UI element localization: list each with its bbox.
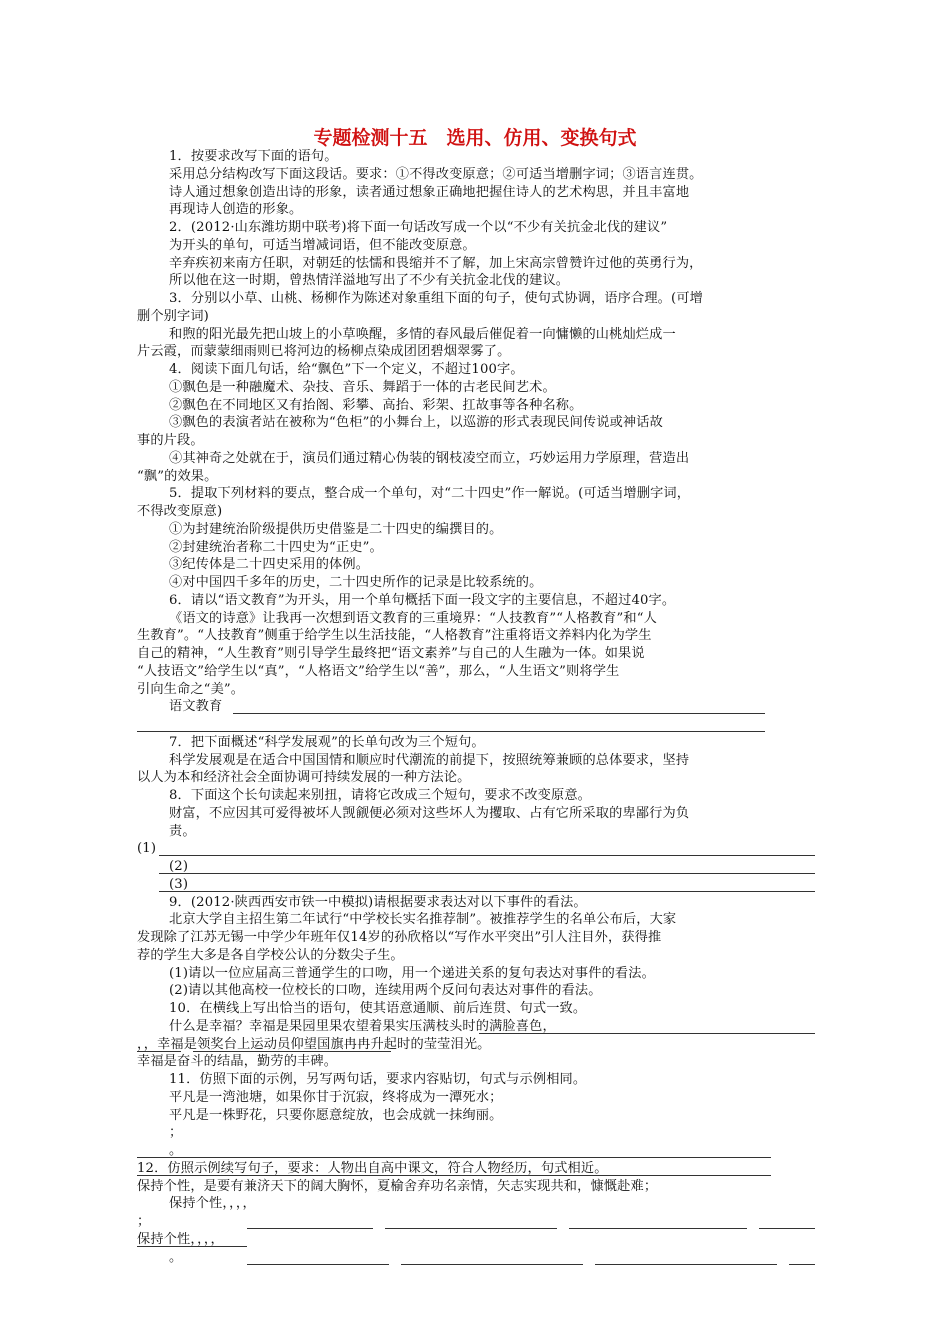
text-line: 生教育”。“人技教育”侧重于给学生以生活技能，“人格教育”注重将语文养料内化为学生 xyxy=(137,628,652,644)
text-line: ； xyxy=(169,1125,183,1141)
answer-blank-line[interactable] xyxy=(159,891,815,892)
text-line: ①为封建统治阶级提供历史借鉴是二十四史的编撰目的。 xyxy=(169,521,503,537)
answer-blank-line[interactable] xyxy=(159,855,815,856)
text-line: 保持个性，，，， xyxy=(169,1196,256,1212)
text-line: 保持个性，是要有兼济天下的阔大胸怀，夏榆舍弃功名亲情，矢志实现共和，慷慨赴难； xyxy=(137,1178,658,1194)
text-line: ④对中国四千多年的历史，二十四史所作的记录是比较系统的。 xyxy=(169,575,543,590)
text-line: ②封建统治者称二十四史为“正史”。 xyxy=(169,539,383,555)
text-line: 片云霞，而蒙蒙细雨则已将河边的杨柳点染成团团碧烟翠雾了。 xyxy=(137,344,511,360)
answer-blank-line[interactable] xyxy=(159,873,815,874)
text-line: 7．把下面概述“科学发展观”的长单句改为三个短句。 xyxy=(169,734,485,750)
text-line: ②飘色在不同地区又有抬阁、彩攀、高抬、彩架、扛故事等各种名称。 xyxy=(169,397,583,413)
text-line: 荐的学生大多是各自学校公认的分数尖子生。 xyxy=(137,947,404,963)
answer-blank-line[interactable] xyxy=(247,1228,373,1229)
text-line: 语文教育 xyxy=(137,698,815,716)
answer-blank-line[interactable] xyxy=(137,1051,181,1052)
page-title: 专题检测十五 选用、仿用、变换句式 xyxy=(313,127,637,149)
text-line: 不得改变原意) xyxy=(137,504,223,519)
answer-blank-line[interactable] xyxy=(137,1157,771,1158)
text-line: 删个别字词) xyxy=(137,308,209,324)
answer-blank-line[interactable] xyxy=(385,1228,557,1229)
text-line: 引向生命之“美”。 xyxy=(137,681,245,697)
text-line: 所以他在这一时期，曾热情洋溢地写出了不少有关抗金北伐的建议。 xyxy=(169,273,570,289)
text-line: 。 xyxy=(137,1249,815,1267)
text-line: 平凡是一株野花，只要你愿意绽放，也会成就一抹绚丽。 xyxy=(169,1107,503,1123)
answer-blank-line[interactable] xyxy=(401,1264,583,1265)
answer-blank-line[interactable] xyxy=(137,1246,247,1247)
text-line: 12．仿照示例续写句子，要求：人物出自高中课文，符合人物经历，句式相近。 xyxy=(137,1160,815,1178)
text-line: 责。 xyxy=(169,823,196,839)
text-line: 10．在横线上写出恰当的语句，使其语意通顺、前后连贯、句式一致。 xyxy=(169,1001,587,1016)
text-line: 科学发展观是在适合中国国情和顺应时代潮流的前提下，按照统筹兼顾的总体要求，坚持 xyxy=(169,752,690,768)
text-line: “人技语文”给学生以“真”，“人格语文”给学生以“善”，那么，“人生语文”则将学生 xyxy=(137,663,620,679)
text-line: 平凡是一湾池塘，如果你甘于沉寂，终将成为一潭死水； xyxy=(169,1089,503,1105)
text-line: 和煦的阳光最先把山坡上的小草唤醒，多情的春风最后催促着一向慵懒的山桃灿烂成一 xyxy=(169,326,676,342)
text-line: 财富，不应因其可爱得被坏人觊觎便必须对这些坏人为攫取、占有它所采取的卑鄙行为负 xyxy=(169,805,690,821)
text-line: 以人为本和经济社会全面协调可持续发展的一种方法论。 xyxy=(137,770,471,786)
text-line: 。 xyxy=(137,1142,815,1160)
text-line: 北京大学自主招生第二年试行“中学校长实名推荐制”。被推荐学生的名单公布后，大家 xyxy=(169,912,677,928)
answer-blank-line[interactable] xyxy=(137,731,765,732)
text-line: 采用总分结构改写下面这段话。要求：①不得改变原意；②可适当增删字词；③语言连贯。 xyxy=(169,166,703,182)
text-line: 为开头的单句，可适当增减词语，但不能改变原意。 xyxy=(169,237,476,253)
text-line: (2)请以其他高校一位校长的口吻，连续用两个反问句表达对事件的看法。 xyxy=(169,983,602,999)
text-line: ③纪传体是二十四史采用的体例。 xyxy=(169,557,370,573)
text-line: 1．按要求改写下面的语句。 xyxy=(169,149,338,164)
text-line: ④其神奇之处就在于，演员们通过精心伪装的钢枝凌空而立，巧妙运用力学原理，营造出 xyxy=(169,450,690,466)
text-line: ③飘色的表演者站在被称为“色柜”的小舞台上，以巡游的形式表现民间传说或神话故 xyxy=(169,415,663,431)
text-line: (3) xyxy=(137,876,815,894)
text-line: (2) xyxy=(137,858,815,876)
text-line: 《语文的诗意》让我再一次想到语文教育的三重境界：“人技教育”“人格教育”和“人 xyxy=(169,610,657,626)
text-line: 自己的精神，“人生教育”则引导学生最终把“语文素养”与自己的人生融为一体。如果说 xyxy=(137,646,645,661)
answer-blank-line[interactable] xyxy=(569,1228,747,1229)
answer-blank-line[interactable] xyxy=(233,713,765,714)
answer-blank-line[interactable] xyxy=(137,1175,771,1176)
text-line: 幸福是奋斗的结晶，勤劳的丰碑。 xyxy=(137,1054,338,1070)
text-line: 事的片段。 xyxy=(137,433,204,448)
text-line: (1) xyxy=(137,840,815,858)
text-line: 4．阅读下面几句话，给“飘色”下一个定义，不超过100字。 xyxy=(169,362,524,377)
answer-blank-line[interactable] xyxy=(193,1051,391,1052)
text-line: 什么是幸福？幸福是果园里果农望着果实压满枝头时的满脸喜色， xyxy=(137,1018,815,1036)
text-line: 8．下面这个长句读起来别扭，请将它改成三个短句，要求不改变原意。 xyxy=(169,788,591,803)
answer-blank-line[interactable] xyxy=(479,1033,815,1034)
answer-blank-line[interactable] xyxy=(789,1264,815,1265)
text-line: 诗人通过想象创造出诗的形象，读者通过想象正确地把握住诗人的艺术构思，并且丰富地 xyxy=(169,184,690,200)
text-line: “飘”的效果。 xyxy=(137,468,218,484)
answer-blank-line[interactable] xyxy=(759,1228,815,1229)
text-line: ，，幸福是领奖台上运动员仰望国旗冉冉升起时的莹莹泪光。 xyxy=(137,1036,491,1052)
answer-blank-line[interactable] xyxy=(595,1264,777,1265)
text-line: 保持个性，，，， xyxy=(137,1231,815,1249)
document-body xyxy=(137,148,815,1266)
text-line: 5．提取下列材料的要点，整合成一个单句，对“二十四史”作一解说。(可适当增删字词， xyxy=(169,486,691,502)
text-line: 9．(2012·陕西西安市铁一中模拟)请根据要求表达对以下事件的看法。 xyxy=(169,894,587,910)
text-line: 发现除了江苏无锡一中学少年班年仅14岁的孙欣格以“写作水平突出”引人注目外，获得推 xyxy=(137,930,662,945)
text-line: 再现诗人创造的形象。 xyxy=(169,202,303,218)
answer-blank-line[interactable] xyxy=(247,1264,389,1265)
text-line: ； xyxy=(137,1213,815,1231)
text-line: (1)请以一位应届高三普通学生的口吻，用一个递进关系的复句表达对事件的看法。 xyxy=(169,965,655,981)
text-line: 11．仿照下面的示例，另写两句话，要求内容贴切，句式与示例相同。 xyxy=(169,1072,587,1087)
text-line: 辛弃疾初来南方任职，对朝廷的怯懦和畏缩并不了解，加上宋高宗曾赞许过他的英勇行为， xyxy=(169,255,703,271)
text-line: 2．(2012·山东潍坊期中联考)将下面一句话改写成一个以“不少有关抗金北伐的建议” xyxy=(169,220,668,235)
text-line: 3．分别以小草、山桃、杨柳作为陈述对象重组下面的句子，使句式协调，语序合理。(可增 xyxy=(169,291,703,306)
text-line xyxy=(137,716,815,734)
text-line: ①飘色是一种融魔术、杂技、音乐、舞蹈于一体的古老民间艺术。 xyxy=(169,379,556,395)
text-line: 6．请以“语文教育”为开头，用一个单句概括下面一段文字的主要信息，不超过40字。 xyxy=(169,592,676,608)
